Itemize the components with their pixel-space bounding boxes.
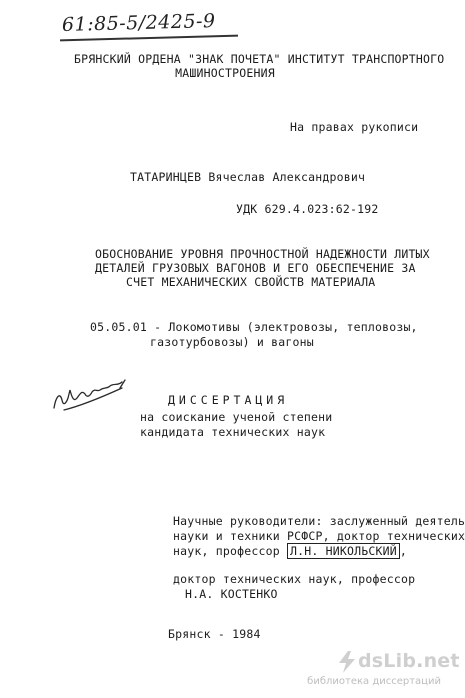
supervisor-name-boxed: Л.Н. НИКОЛЬСКИЙ: [287, 543, 400, 559]
handwritten-signature: [50, 378, 128, 414]
watermark-logo-main: dsLib: [358, 650, 417, 672]
work-type-line-2: кандидата технических наук: [140, 425, 326, 439]
watermark-tagline: библиотека диссертаций: [307, 676, 441, 687]
specialty-line-2: газотурбовозы) и вагоны: [150, 335, 314, 349]
title-line-2: ДЕТАЛЕЙ ГРУЗОВЫХ ВАГОНОВ И ЕГО ОБЕСПЕЧЕНИЕ ЗА: [95, 261, 416, 275]
supervisors-line-3: [173, 544, 407, 558]
place-year: Брянск - 1984: [168, 627, 261, 641]
supervisors-line-3-suffix: ,: [399, 544, 407, 558]
lightning-icon: [336, 650, 358, 674]
supervisors-line-4: доктор технических наук, профессор: [173, 572, 416, 586]
archive-code: 61:85-5/2425-9: [61, 9, 216, 37]
udc-code: УДК 629.4.023:62-192: [236, 202, 379, 216]
author-name: ТАТАРИНЦЕВ Вячеслав Александрович: [130, 170, 366, 184]
institute-line-2: МАШИНОСТРОЕНИЯ: [175, 66, 275, 80]
watermark: [307, 650, 460, 694]
supervisors-line-5: Н.А. КОСТЕНКО: [185, 587, 278, 601]
watermark-logo-tld: net: [423, 650, 460, 672]
work-type-line-1: на соискание ученой степени: [140, 410, 333, 424]
institute-line-1: БРЯНСКИЙ ОРДЕНА "ЗНАК ПОЧЕТА" ИНСТИТУТ ТРАНСПОРТНОГО: [74, 52, 445, 66]
watermark-logo: [358, 650, 460, 672]
watermark-logo-dot: .: [416, 650, 424, 672]
supervisors-line-2: науки и техники РСФСР, доктор технических: [173, 529, 465, 543]
archive-code-underline: [60, 35, 238, 41]
work-type-heading: ДИССЕРТАЦИЯ: [168, 393, 289, 407]
supervisors-line-1: Научные руководители: заслуженный деятель: [173, 514, 465, 528]
title-line-3: СЧЕТ МЕХАНИЧЕСКИХ СВОЙСТВ МАТЕРИАЛА: [126, 275, 376, 289]
manuscript-rights: На правах рукописи: [290, 120, 419, 134]
supervisors-line-3-prefix: наук, профессор: [173, 544, 280, 558]
specialty-line-1: 05.05.01 - Локомотивы (электровозы, тепловозы,: [90, 320, 418, 334]
title-line-1: ОБОСНОВАНИЕ УРОВНЯ ПРОЧНОСТНОЙ НАДЕЖНОСТИ ЛИТЫХ: [95, 247, 430, 261]
